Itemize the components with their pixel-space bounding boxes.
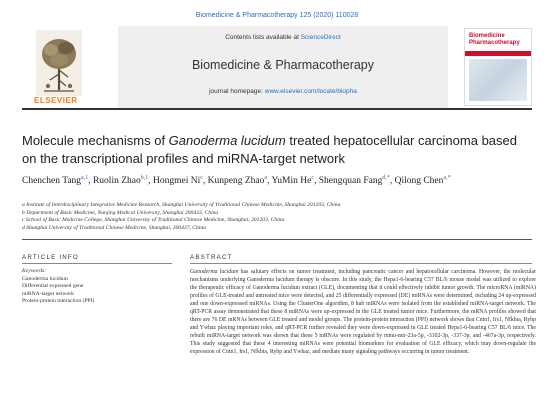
author[interactable]: Hongmei Ni$^c$, [152, 175, 208, 187]
keyword: miRNA-target network [22, 290, 74, 297]
affiliation: b Department of Basic Medicine, Nanjing Medical University, Shanghai 200433, China [22, 209, 219, 216]
homepage-prefix: journal homepage: [209, 88, 265, 95]
affiliation: c School of Basic Medicine College, Shanghai University of Traditional Chinese Medicine, Shanghai, 201203, China [22, 217, 285, 224]
keywords-label: Keywords: [22, 268, 47, 274]
article-title [22, 132, 522, 168]
abstract-body [190, 268, 536, 357]
journal-cover-thumbnail[interactable] [464, 28, 532, 106]
author[interactable]: Ruolin Zhao$^{b,1}$, [92, 175, 153, 187]
cover-title: Biomedicine Pharmacotherapy [469, 33, 520, 46]
journal-title[interactable]: Biomedicine & Pharmacotherapy [191, 58, 375, 72]
divider [22, 263, 172, 264]
author[interactable]: Qilong Chen$^{a,*}$ [394, 175, 451, 187]
keywords-block [22, 268, 162, 306]
title-text-end: treated hepatocellular carcinoma based on the transcriptional profiles and miRNA-target network [22, 133, 517, 166]
title-text: Molecule mechanisms of [22, 133, 169, 148]
sciencedirect-link[interactable]: ScienceDirect [300, 34, 341, 41]
abstract-species: Ganoderma lucidum [190, 269, 239, 275]
article-info-heading: ARTICLE INFO [22, 254, 79, 261]
author[interactable]: Shengquan Fang$^{d,*}$, [318, 175, 395, 187]
keyword: Differential expressed gene [22, 283, 84, 289]
contents-prefix: Contents lists available at [225, 34, 301, 41]
journal-reference[interactable]: Biomedicine & Pharmacotherapy 125 (2020) 110028 [195, 12, 359, 19]
affiliation: d Shanghai University of Traditional Chinese Medicine, Shanghai, 200437, China [22, 224, 206, 231]
masthead-banner [118, 26, 448, 108]
cover-image [469, 59, 527, 101]
abstract-text: has salutary effects on tumor treatment, including pancreatic cancer and hepatocellular carcinoma. However, the molecular mechanisms underlying Ganoderma lucidum therapy is obscure. In this study, the Hepa1-6-bearing C57 BL/6 mouse model was utilized to explore the therapeutic efficacy of Ganoderma lucidum extract (GLE), documenting that it could effectively inhibit tumor growth. The microRNA (miRNA) profiles of GLE-treated and untreated mice were detected, and 25 differentially expressed (DE) miRNAs were determined, including 24 up-expressed and one down-expressed miRNAs. Using the ClusterOne algorithm, 8 hub miRNAs were isolated from the established miRNA-target network. The qRT-PCR assay demonstrated that these 8 miRNAs were up-expressed in the GLE treated tumor mice. Furthermore, the mRNA profiles showed that there are 76 DE mRNAs between GLE treated and model groups. The protein-protein interaction (PPI) network shows that Cntn1, Irs1, Nfkbia, Rybp and Ywhaz playing important roles, and qRT-PCR further revealed they were down-expressed in GLE treated Hepa1-6-bearing C57 BL/6 mice. The rebuilt miRNA-target network was shown that these 5 mRNAs were regulated by mmu-mir-23a-5p, -3102-3p, -337-3p, and -467a-3p, respectively. This study suggested that these 4 interesting miRNAs were potential biomarkers for evaluation of GLE efficacy, which may down-regulate the expression of Cntn1, Irs1, Nfkbia, Rybp and Ywhaz, and mediate many signaling pathways occurring in tumor treatment. [190, 269, 536, 356]
title-species: Ganoderma lucidum [168, 133, 286, 148]
abstract-heading: ABSTRACT [190, 254, 233, 261]
keyword: Ganoderma lucidum [22, 275, 68, 282]
divider [22, 239, 532, 240]
homepage-line [118, 88, 448, 95]
author[interactable]: Kunpeng Zhao$^a$, [207, 175, 272, 187]
author-list [22, 172, 522, 188]
author[interactable]: Chenchen Tang$^{a,1}$, [22, 175, 93, 187]
elsevier-tree-logo [36, 30, 82, 96]
journal-masthead [22, 26, 532, 110]
publisher-name: ELSEVIER [34, 96, 78, 105]
affiliation: a Institute of Interdisciplinary Integrative Medicine Research, Shanghai University of Traditional Chinese Medicine, Shanghai 201203, China [22, 202, 341, 208]
author[interactable]: YuMin He$^c$, [271, 175, 319, 187]
contents-line [118, 34, 448, 41]
affiliations [22, 202, 522, 232]
divider [190, 263, 532, 264]
journal-homepage-link[interactable]: www.elsevier.com/locate/biopha [264, 88, 357, 95]
cover-band [465, 51, 531, 56]
keyword: Protein-protein interaction (PPI) [22, 298, 95, 304]
